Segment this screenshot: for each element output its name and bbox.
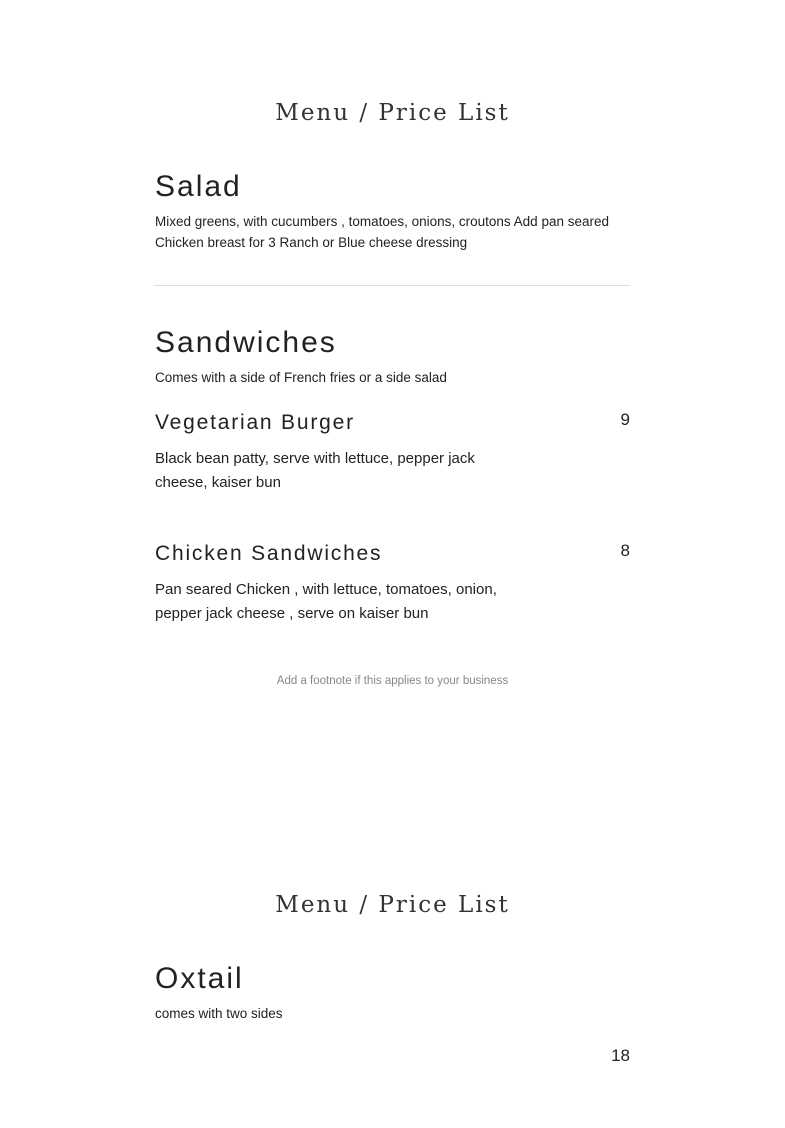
section-heading-oxtail: Oxtail (155, 962, 244, 995)
menu-item-price: 9 (620, 410, 630, 429)
section-description-oxtail: comes with two sides (155, 1006, 283, 1021)
page-title: Menu / Price List (275, 100, 510, 126)
menu-item-description: Black bean patty, serve with lettuce, pepper jack cheese, kaiser bun (155, 450, 475, 491)
menu-item-description: Pan seared Chicken , with lettuce, tomatoes, onion, pepper jack cheese , serve on kaiser bun (155, 581, 497, 622)
menu-item-name: Vegetarian Burger (155, 411, 355, 434)
footnote: Add a footnote if this applies to your business (276, 675, 509, 687)
page-title: Menu / Price List (275, 892, 510, 918)
menu-item-price: 18 (611, 1046, 630, 1065)
section-description-salad: Mixed greens, with cucumbers , tomatoes, onions, croutons Add pan seared Chicken breast for 3 Ranch or Blue cheese dressing (155, 214, 609, 250)
section-description-sandwiches: Comes with a side of French fries or a side salad (155, 370, 447, 385)
menu-item-name: Chicken Sandwiches (155, 542, 383, 565)
section-heading-sandwiches: Sandwiches (155, 326, 337, 359)
section-divider (154, 285, 630, 286)
menu-item-price: 8 (620, 541, 630, 560)
section-heading-salad: Salad (155, 170, 242, 203)
